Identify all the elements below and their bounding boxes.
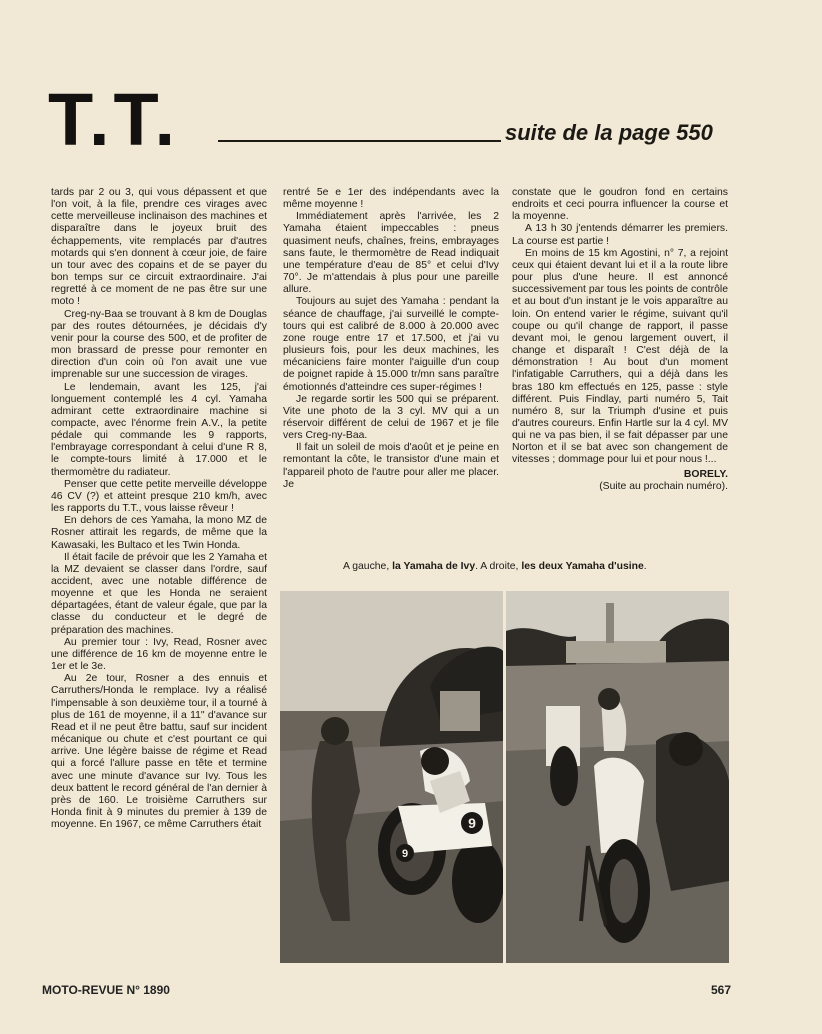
paragraph: A 13 h 30 j'entends démarrer les premiers. La course est partie ! [512,223,728,247]
paragraph: rentré 5e e 1er des indépendants avec la même moyenne ! [283,187,499,211]
continued-from-note: suite de la page 550 [505,120,713,145]
paragraph: Penser que cette petite merveille développe 46 CV (?) et atteint presque 210 km/h, avec les rapports du T.T., vous laisse rêveur ! [51,478,267,515]
caption-text: . [643,561,647,572]
paragraph: Il était facile de prévoir que les 2 Yamaha et la MZ devaient se classer dans l'ordre, sauf accident, avec une notable différence de moyenne et que les Honda ne seraient départagées, étant de valeur égale, que par la classe du conducteur et le degré de préparation des machines. [51,551,267,636]
paragraph: Le lendemain, avant les 125, j'ai longuement contemplé les 4 cyl. Yamaha admirant cette extraordinaire machine si compacte, avec l'énorme frein A.V., la petite pédale qui commande les 9 rapports, l'embrayage correspondant à celui d'une R 8, le compte-tours limité à 17.000 et le thermomètre du radiateur. [51,381,267,478]
caption-text: A gauche, [343,561,393,572]
continued-next-note: (Suite au prochain numéro). [599,480,728,492]
paragraph: Je regarde sortir les 500 qui se préparent. Vite une photo de la 3 cyl. MV qui a un réservoir différent de celui de 1967 et je file vers Creg-ny-Baa. [283,393,499,442]
photo-yamaha-ivy [280,591,503,963]
photo-caption [343,561,743,574]
paragraph: En moins de 15 km Agostini, n° 7, a rejoint ceux qui étaient devant lui et il a la route libre pour plus d'une heure. Il est annoncé successivement par tous les points de contrôle et au bout d'un instant je le vois apparaître au loin. On entend varier le régime, suivant qu'il coupe ou qu'il change de rapport, il passe devant moi, le genou largement ouvert, il change et disparaît ! C'est déjà de la démonstration ! Au bout d'un moment l'infatigable Carruthers, qui a déjà dans les bras 180 km effectués en 125, passe : style différent. Puis Findlay, parti numéro 5, Tait numéro 8, sur la Triumph d'usine et puis d'autres coureurs. Enfin Hartle sur la 4 cyl. MV qui ne va pas bien, il se fait dépasser par une Norton et il se bat avec son changement de vitesses ; dommage pour lui et pour nous !... [512,247,728,466]
footer-page-number: 567 [711,983,732,997]
text-column-2 [283,187,499,491]
title-rule [218,140,501,142]
caption-bold: la Yamaha de Ivy [392,561,476,572]
text-column-1 [51,187,267,831]
paragraph: constate que le goudron fond en certains endroits et ceci pourra influencer la course et la moyenne. [512,187,728,223]
caption-text: . A droite, [475,561,522,572]
author-signature: BORELY. [683,468,728,480]
paragraph: Il fait un soleil de mois d'août et je peine en remontant la côte, le transistor d'une main et l'appareil photo de l'autre pour aller me placer. Je [283,442,499,490]
paragraph: Toujours au sujet des Yamaha : pendant la séance de chauffage, j'ai surveillé le compte-tours qui est calibré de 8.000 à 20.000 avec zone rouge entre 17 et 17.500, et j'ai vu plusieurs fois, pour les deux machines, les mécaniciens faire monter l'aiguille d'un coup de poignet rapide à 15.000 tr/mn sans paraître émotionnés d'atteindre ces super-régimes ! [283,296,499,393]
footer-magazine-issue: MOTO-REVUE N° 1890 [42,983,170,997]
caption-bold: les deux Yamaha d'usine [521,561,644,572]
text-column-3 [512,187,728,493]
paragraph: Creg-ny-Baa se trouvant à 8 km de Douglas par des routes détournées, je décidais d'y venir pour la course des 500, et de profiter de mon brassard de presse pour remonter en direction d'un coin où l'on avait une vue imprenable sur une succession de virages. [51,308,267,381]
svg-text:9: 9 [401,848,409,860]
article-title: T.T. [48,78,180,161]
paragraph: En dehors de ces Yamaha, la mono MZ de Rosner attirait les regards, de même que la Kawasaki, les Bultaco et les Twin Honda. [51,515,267,551]
svg-text:9: 9 [468,815,476,831]
paragraph: Au 2e tour, Rosner a des ennuis et Carruthers/Honda le remplace. Ivy a réalisé l'impensable à son deuxième tour, il a tourné à plus de 161 de moyenne, il a 11" d'avance sur Read et il ne peut être battu, sauf sur incident mécanique ou chute et c'est pourtant ce qui arrive. Une légère baisse de régime et Read qui a forcé l'allure passe en tête et termine avec une minute d'avance sur Ivy. Tous les deux battent le record général de l'an dernier à près de 160. Le troisième Carruthers sur Honda finit à 9 minutes du premier à 139 de moyenne. En 1967, ce même Carruthers était [51,673,267,831]
paragraph: Au premier tour : Ivy, Read, Rosner avec une différence de 16 km de moyenne entre le 1er et le 3e. [51,636,267,673]
paragraph: Immédiatement après l'arrivée, les 2 Yamaha étaient impeccables : pneus quasiment neufs, chaînes, freins, embrayages sans faute, le thermomètre de Read indiquait une température d'eau de 85° et celui d'Ivy 70°. Je m'attendais à plus pour une pareille allure. [283,211,499,296]
paragraph: tards par 2 ou 3, qui vous dépassent et que l'on voit, à la file, prendre ces virages avec cette merveilleuse inclinaison des machines et disparaître dans le joyeux bruit des échappements, vite remplacés par d'autres motards qui s'en donnent à cœur joie, de faire un tour avec des copains et de se payer du bon temps sur ce circuit extraordinaire. J'ai regretté à ce moment de ne pas être sur une moto ! [51,187,267,308]
photo-yamaha-works-bikes [506,591,729,963]
